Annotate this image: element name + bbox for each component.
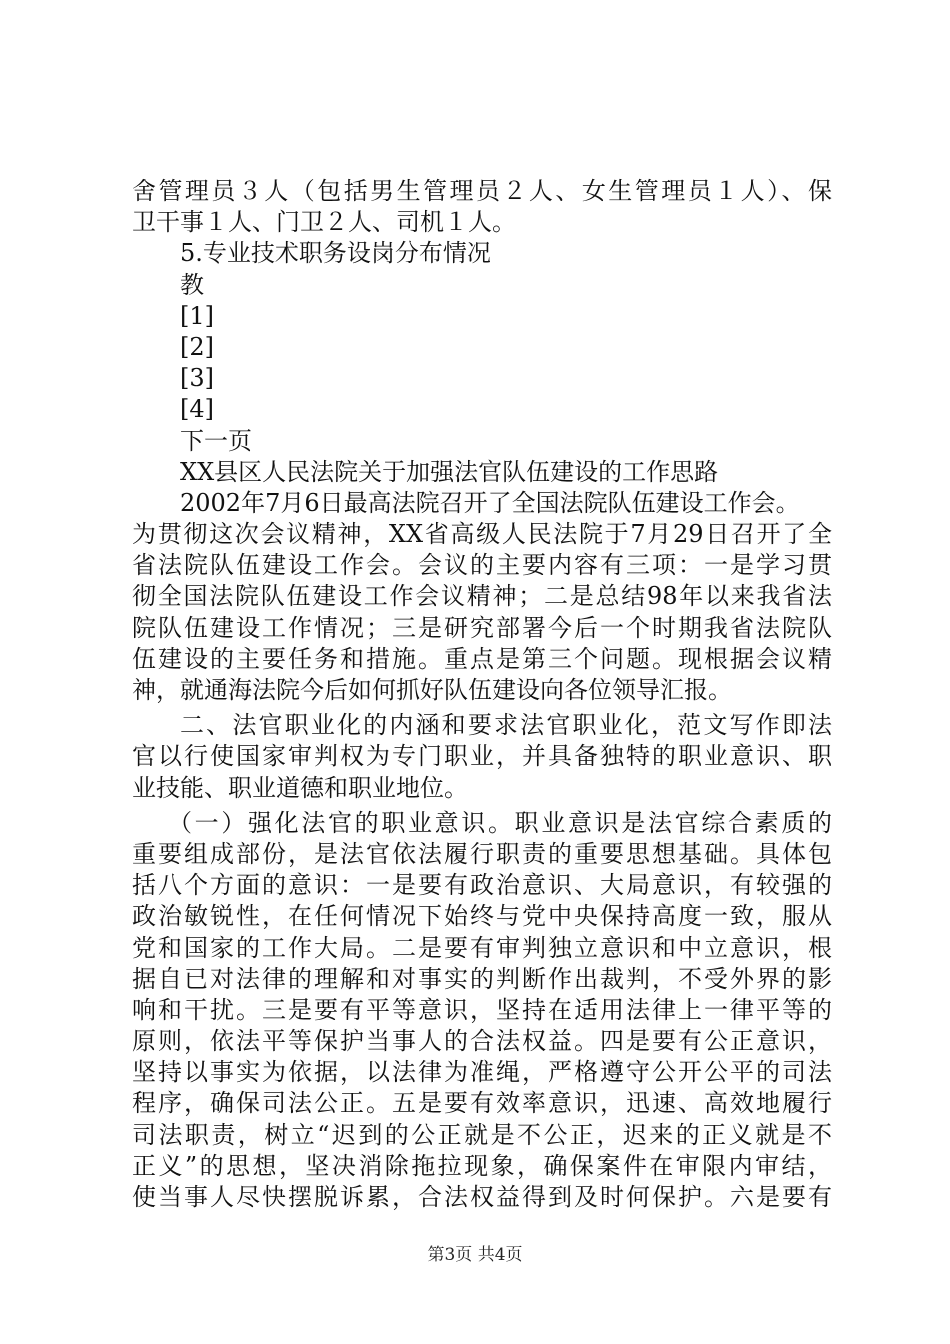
text-line: 正义”的思想，坚决消除拖拉现象，确保案件在审限内审结， (132, 1151, 832, 1180)
text-line: 程序，确保司法公正。五是要有效率意识，迅速、高效地履行 (132, 1089, 832, 1118)
text-line: 教 (180, 270, 204, 299)
text-line: 下一页 (180, 426, 252, 455)
text-line: 原则，依法平等保护当事人的合法权益。四是要有公正意识， (132, 1027, 832, 1056)
text-line: 坚持以事实为依据，以法律为准绳，严格遵守公开公平的司法 (132, 1058, 832, 1087)
page-footer: 第3页 共4页 (427, 1245, 523, 1265)
text-line: 重要组成部份，是法官依法履行职责的重要思想基础。具体包 (132, 839, 832, 868)
text-line: [2] (180, 332, 214, 361)
text-line: 彻全国法院队伍建设工作会议精神；二是总结98年以来我省法 (132, 582, 832, 611)
text-line: 省法院队伍建设工作会。会议的主要内容有三项：一是学习贯 (132, 551, 832, 580)
text-line: 响和干扰。三是要有平等意识，坚持在适用法律上一律平等的 (132, 995, 832, 1024)
text-line: 神，就通海法院今后如何抓好队伍建设向各位领导汇报。 (132, 676, 732, 704)
text-line: [1] (180, 301, 214, 330)
text-line: 2002年7月6日最高法院召开了全国法院队伍建设工作会。 (180, 488, 800, 517)
text-line: （一）强化法官的职业意识。职业意识是法官综合素质的 (168, 808, 832, 837)
text-line: 政治敏锐性，在任何情况下始终与党中央保持高度一致，服从 (132, 902, 832, 931)
text-line: 为贯彻这次会议精神，XX省高级人民法院于7月29日召开了全 (132, 520, 832, 549)
text-line: 伍建设的主要任务和措施。重点是第三个问题。现根据会议精 (132, 644, 832, 673)
text-line: 括八个方面的意识：一是要有政治意识、大局意识，有较强的 (132, 871, 832, 900)
text-line: [4] (180, 395, 214, 424)
text-line: 党和国家的工作大局。二是要有审判独立意识和中立意识，根 (132, 933, 832, 962)
text-line: 卫干事１人、门卫２人、司机１人。 (132, 208, 516, 237)
text-line: 业技能、职业道德和职业地位。 (132, 773, 468, 802)
text-line: XX县区人民法院关于加强法官队伍建设的工作思路 (180, 457, 719, 486)
text-line: 院队伍建设工作情况；三是研究部署今后一个时期我省法院队 (132, 613, 832, 642)
text-line: 官以行使国家审判权为专门职业，并具备独特的职业意识、职 (132, 742, 832, 771)
text-line: 据自已对法律的理解和对事实的判断作出裁判，不受外界的影 (132, 964, 832, 993)
text-line: 舍管理员３人（包括男生管理员２人、女生管理员１人）、保 (132, 177, 832, 205)
text-line: 使当事人尽快摆脱诉累，合法权益得到及时何保护。六是要有 (132, 1183, 832, 1211)
text-line: 5.专业技术职务设岗分布情况 (180, 239, 491, 268)
document-body (132, 176, 832, 1213)
text-line: 二、法官职业化的内涵和要求法官职业化，范文写作即法 (180, 711, 832, 740)
text-line: 司法职责，树立“迟到的公正就是不公正，迟来的正义就是不 (132, 1120, 832, 1149)
text-line: [3] (180, 364, 214, 393)
